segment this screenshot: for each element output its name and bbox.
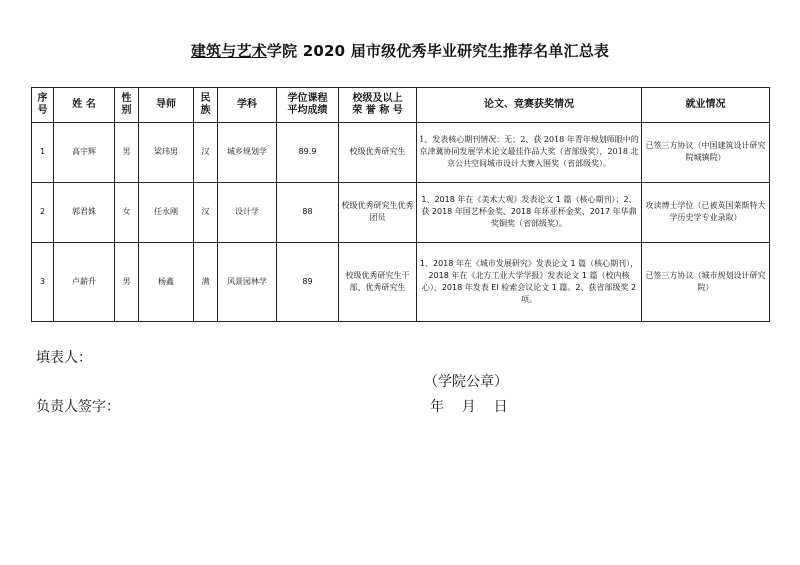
cell-honors: 校级优秀研究生 (339, 123, 417, 183)
header-major: 学科 (218, 88, 277, 123)
table-row (32, 182, 770, 242)
cell-advisor: 梁玮男 (139, 123, 194, 183)
title-underlined-part: 建筑与艺术 (190, 42, 267, 60)
cell-honors: 校级优秀研究生干部、优秀研究生 (339, 242, 417, 321)
cell-honors: 校级优秀研究生优秀团员 (339, 182, 417, 242)
cell-gpa: 89.9 (277, 123, 339, 183)
signer-label: 负责人签字： (36, 399, 120, 415)
cell-gender: 男 (115, 123, 139, 183)
cell-seq: 1 (32, 123, 54, 183)
cell-major: 设计学 (218, 182, 277, 242)
cell-seq: 2 (32, 182, 54, 242)
date-line: 年 月 日 (430, 399, 508, 415)
cell-awards: 1、发表核心期刊情况：无；2、获 2018 年青年规划师眼中的京津冀协同发展学术论文最佳作品大奖（省部级奖），2018 北京公共空间城市设计大赛入围奖（省部级奖）。 (417, 123, 642, 183)
cell-employment: 攻读博士学位（已被英国莱斯特大学历史学专业录取） (642, 182, 770, 242)
recommendation-table (31, 87, 770, 322)
cell-major: 风景园林学 (218, 242, 277, 321)
table-row (32, 242, 770, 321)
cell-awards: 1、2018 年在《美术大观》发表论文 1 篇（核心期刊）；2、获 2018 年国艺杯金奖、2018 年环亚杯金奖、2017 年华鼎奖铜奖（省部级奖）。 (417, 182, 642, 242)
header-name: 姓 名 (54, 88, 115, 123)
header-seq: 序 号 (32, 88, 54, 123)
cell-ethnicity: 汉 (194, 182, 218, 242)
cell-employment: 已签三方协议（城市规划设计研究院） (642, 242, 770, 321)
cell-advisor: 任永刚 (139, 182, 194, 242)
table-row (32, 123, 770, 183)
cell-name: 卢薪升 (54, 242, 115, 321)
cell-seq: 3 (32, 242, 54, 321)
cell-ethnicity: 满 (194, 242, 218, 321)
cell-ethnicity: 汉 (194, 123, 218, 183)
header-awards: 论文、竞赛获奖情况 (417, 88, 642, 123)
cell-gpa: 88 (277, 182, 339, 242)
college-seal-label: （学院公章） (424, 374, 508, 390)
cell-gender: 男 (115, 242, 139, 321)
cell-advisor: 杨鑫 (139, 242, 194, 321)
cell-gender: 女 (115, 182, 139, 242)
header-ethnicity: 民 族 (194, 88, 218, 123)
header-advisor: 导师 (139, 88, 194, 123)
table-header-row (32, 88, 770, 123)
cell-name: 郭君姝 (54, 182, 115, 242)
cell-name: 高宇辉 (54, 123, 115, 183)
cell-employment: 已签三方协议（中国建筑设计研究院城镇院） (642, 123, 770, 183)
cell-gpa: 89 (277, 242, 339, 321)
header-gpa: 学位课程 平均成绩 (277, 88, 339, 123)
header-employment: 就业情况 (642, 88, 770, 123)
header-honors: 校级及以上 荣 誉 称 号 (339, 88, 417, 123)
title-rest: 学院 2020 届市级优秀毕业研究生推荐名单汇总表 (266, 42, 610, 60)
cell-major: 城乡规划学 (218, 123, 277, 183)
cell-awards: 1、2018 年在《城市发展研究》发表论文 1 篇（核心期刊），2018 年在《北方工业大学学报》发表论文 1 篇（校内核心），2018 年发表 EI 检索会议论文 1 篇。2、获省部级奖 2 项。 (417, 242, 642, 321)
document-title (0, 40, 800, 61)
header-gender: 性 别 (115, 88, 139, 123)
filler-label: 填表人： (36, 350, 92, 366)
